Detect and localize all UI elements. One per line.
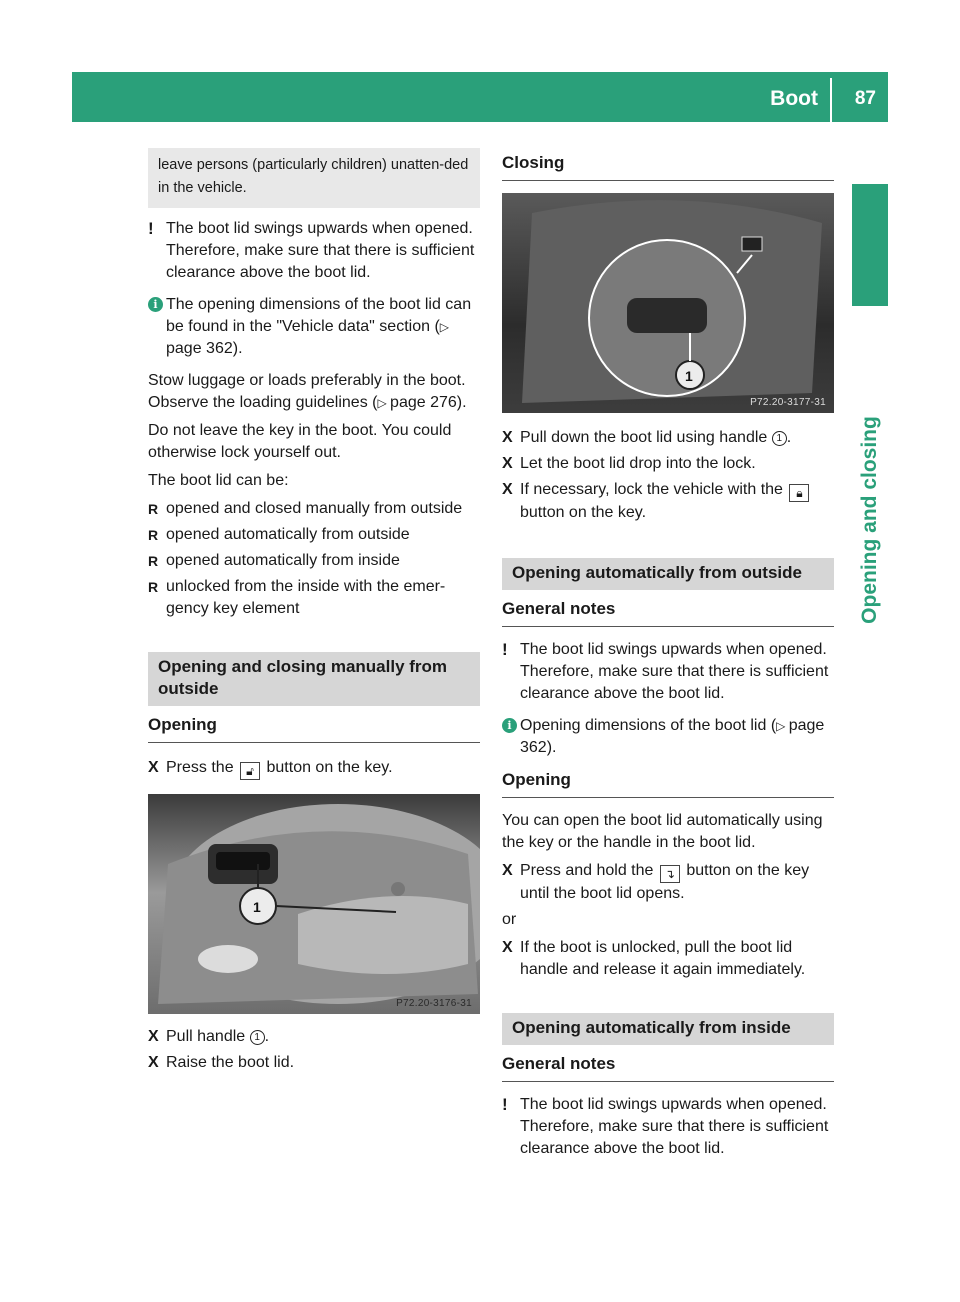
unlock-icon: 🔓︎ (240, 762, 260, 780)
section-heading: Opening automatically from inside (502, 1013, 834, 1045)
list-item: R unlocked from the inside with the emer-gency key element (148, 578, 446, 617)
instruction-step: X If the boot is unlocked, pull the boot lid handle and release it again immediately. (502, 939, 806, 978)
step-arrow-icon: X (502, 939, 513, 956)
paragraph: The boot lid can be: (148, 472, 289, 489)
boot-handle-photo (148, 794, 480, 1014)
boot-key-icon: ↴ (660, 865, 680, 883)
callout-ref: 1 (772, 431, 787, 446)
instruction-step: X Let the boot lid drop into the lock. (502, 453, 834, 475)
page-number: 87 (854, 88, 876, 109)
step-arrow-icon: X (148, 1054, 159, 1071)
page-ref[interactable]: page 276). (390, 394, 467, 411)
bullet-icon: R (148, 553, 159, 569)
step-arrow-icon: X (148, 759, 159, 776)
bullet-icon: R (148, 501, 159, 517)
bullet-icon: R (148, 527, 159, 543)
subheading: Opening (148, 714, 480, 743)
right-column (502, 148, 834, 1170)
step-arrow-icon: X (502, 862, 513, 879)
side-tab-label: Opening and closing (858, 416, 881, 624)
warning-icon: ! (502, 1095, 508, 1114)
step-arrow-icon: X (502, 455, 513, 472)
step-arrow-icon: X (502, 429, 513, 446)
subheading: General notes (502, 1053, 834, 1082)
page-ref[interactable]: page 362). (166, 340, 243, 357)
warning-icon: ! (502, 640, 508, 659)
boot-closing-photo (502, 193, 834, 413)
warning-note: ! The boot lid swings upwards when opened. Therefore, make sure that there is sufficient clearance above the boot lid. (502, 1095, 829, 1157)
paragraph: You can open the boot lid automatically using the key or the handle in the boot lid. (502, 812, 823, 851)
warning-note: ! The boot lid swings upwards when opened. Therefore, make sure that there is sufficient clearance above the boot lid. (502, 640, 829, 702)
subheading: Opening (502, 769, 834, 798)
bullet-list (148, 498, 480, 620)
list-item: R opened automatically from outside (148, 524, 480, 546)
bullet-icon: R (148, 579, 159, 595)
step-arrow-icon: X (148, 1028, 159, 1045)
list-item: R opened and closed manually from outside (148, 498, 480, 520)
info-note: i Opening dimensions of the boot lid (▷ page 362). (502, 715, 834, 759)
figure-code: P72.20-3176-31 (396, 998, 472, 1009)
chapter-title: Boot (770, 87, 818, 110)
figure-code: P72.20-3177-31 (750, 397, 826, 408)
svg-text:1: 1 (685, 368, 693, 384)
info-icon: i (502, 718, 517, 733)
list-item: R opened automatically from inside (148, 550, 480, 572)
warning-text: The boot lid swings upwards when opened. Therefore, make sure that there is sufficient clearance above the boot lid. (166, 220, 475, 281)
instruction-step: X Press the 🔓︎ button on the key. (148, 759, 393, 778)
page-ref-arrow-icon: ▷ (439, 320, 449, 334)
lock-icon: 🔒︎ (789, 484, 809, 502)
paragraph: Stow luggage or loads preferably in the boot. Observe the loading guidelines (▷ page 276). (148, 372, 467, 411)
warning-note (148, 218, 480, 284)
section-heading: Opening automatically from outside (502, 558, 834, 590)
page-ref[interactable]: page 362). (520, 717, 825, 756)
paragraph: or (502, 911, 517, 928)
subheading: Closing (502, 148, 834, 181)
instruction-step: X Pull handle 1 . (148, 1026, 480, 1048)
side-tab-marker (852, 184, 888, 306)
paragraph: Do not leave the key in the boot. You could otherwise lock yourself out. (148, 422, 452, 461)
note-box: leave persons (particularly children) unatten-ded in the vehicle. (148, 148, 480, 208)
instruction-step: X Raise the boot lid. (148, 1052, 480, 1074)
info-text: The opening dimensions of the boot lid can be found in the "Vehicle data" section ( (166, 296, 472, 335)
page-ref-arrow-icon: ▷ (377, 396, 391, 410)
header-bar (72, 72, 888, 122)
subheading: General notes (502, 598, 834, 627)
step-arrow-icon: X (502, 481, 513, 498)
svg-text:1: 1 (253, 899, 261, 915)
boot-lid-illustration (502, 193, 834, 413)
instruction-step: X Press and hold the ↴ button on the key until the boot lid opens. (502, 862, 810, 902)
section-heading: Opening and closing manually from outside (148, 652, 480, 706)
header-divider (830, 78, 832, 122)
warning-icon: ! (148, 219, 154, 238)
instruction-step: X If necessary, lock the vehicle with the 🔒︎ button on the key. (502, 479, 834, 524)
car-rear-illustration (148, 794, 480, 1014)
left-column (148, 148, 480, 1078)
instruction-step: X Pull down the boot lid using handle 1 . (502, 427, 834, 449)
callout-ref: 1 (250, 1030, 265, 1045)
info-icon: i (148, 297, 163, 312)
page-ref-arrow-icon: ▷ (776, 719, 789, 733)
info-note (148, 294, 480, 360)
